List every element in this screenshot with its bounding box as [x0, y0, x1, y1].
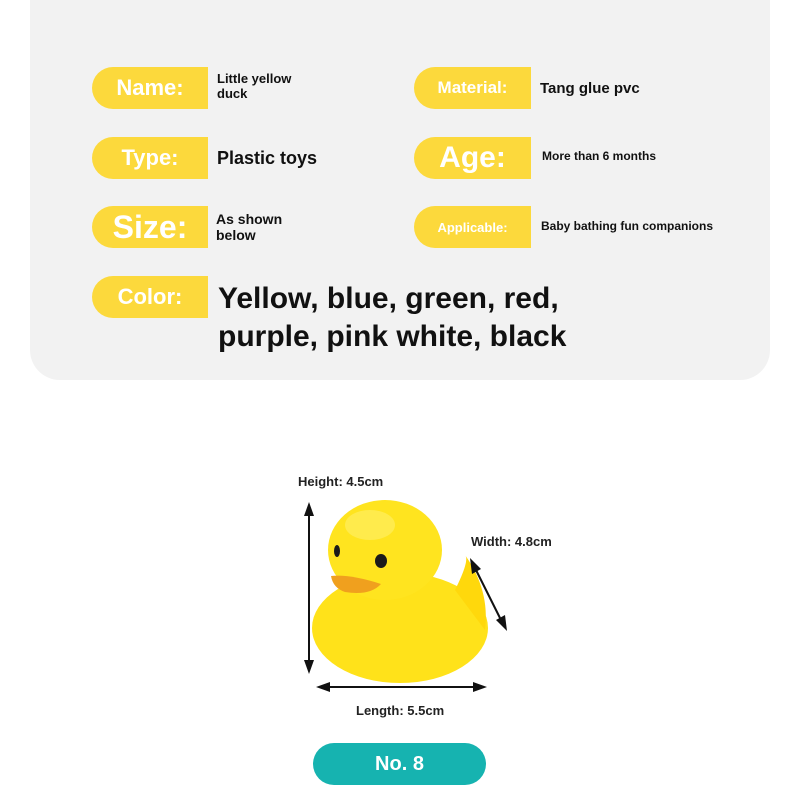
height-label: Height: 4.5cm — [298, 474, 384, 489]
color-label: Color: — [92, 276, 208, 318]
age-label: Age: — [414, 137, 531, 179]
material-label: Material: — [414, 67, 531, 109]
length-label: Length: 5.5cm — [356, 703, 445, 718]
material-value: Tang glue pvc — [540, 80, 640, 97]
applicable-label: Applicable: — [414, 206, 531, 248]
width-label: Width: 4.8cm — [471, 534, 552, 549]
applicable-value: Baby bathing fun companions — [541, 219, 714, 233]
color-value: Yellow, blue, green, red, purple, pink white, black — [218, 282, 567, 353]
size-value: As shown below — [216, 211, 283, 244]
name-value: Little yellow duck — [217, 71, 292, 101]
name-label: Name: — [92, 67, 208, 109]
type-value: Plastic toys — [217, 148, 318, 168]
size-label: Size: — [92, 206, 208, 248]
type-label: Type: — [92, 137, 208, 179]
model-number-badge: No. 8 — [313, 743, 486, 785]
age-value: More than 6 months — [542, 149, 657, 163]
